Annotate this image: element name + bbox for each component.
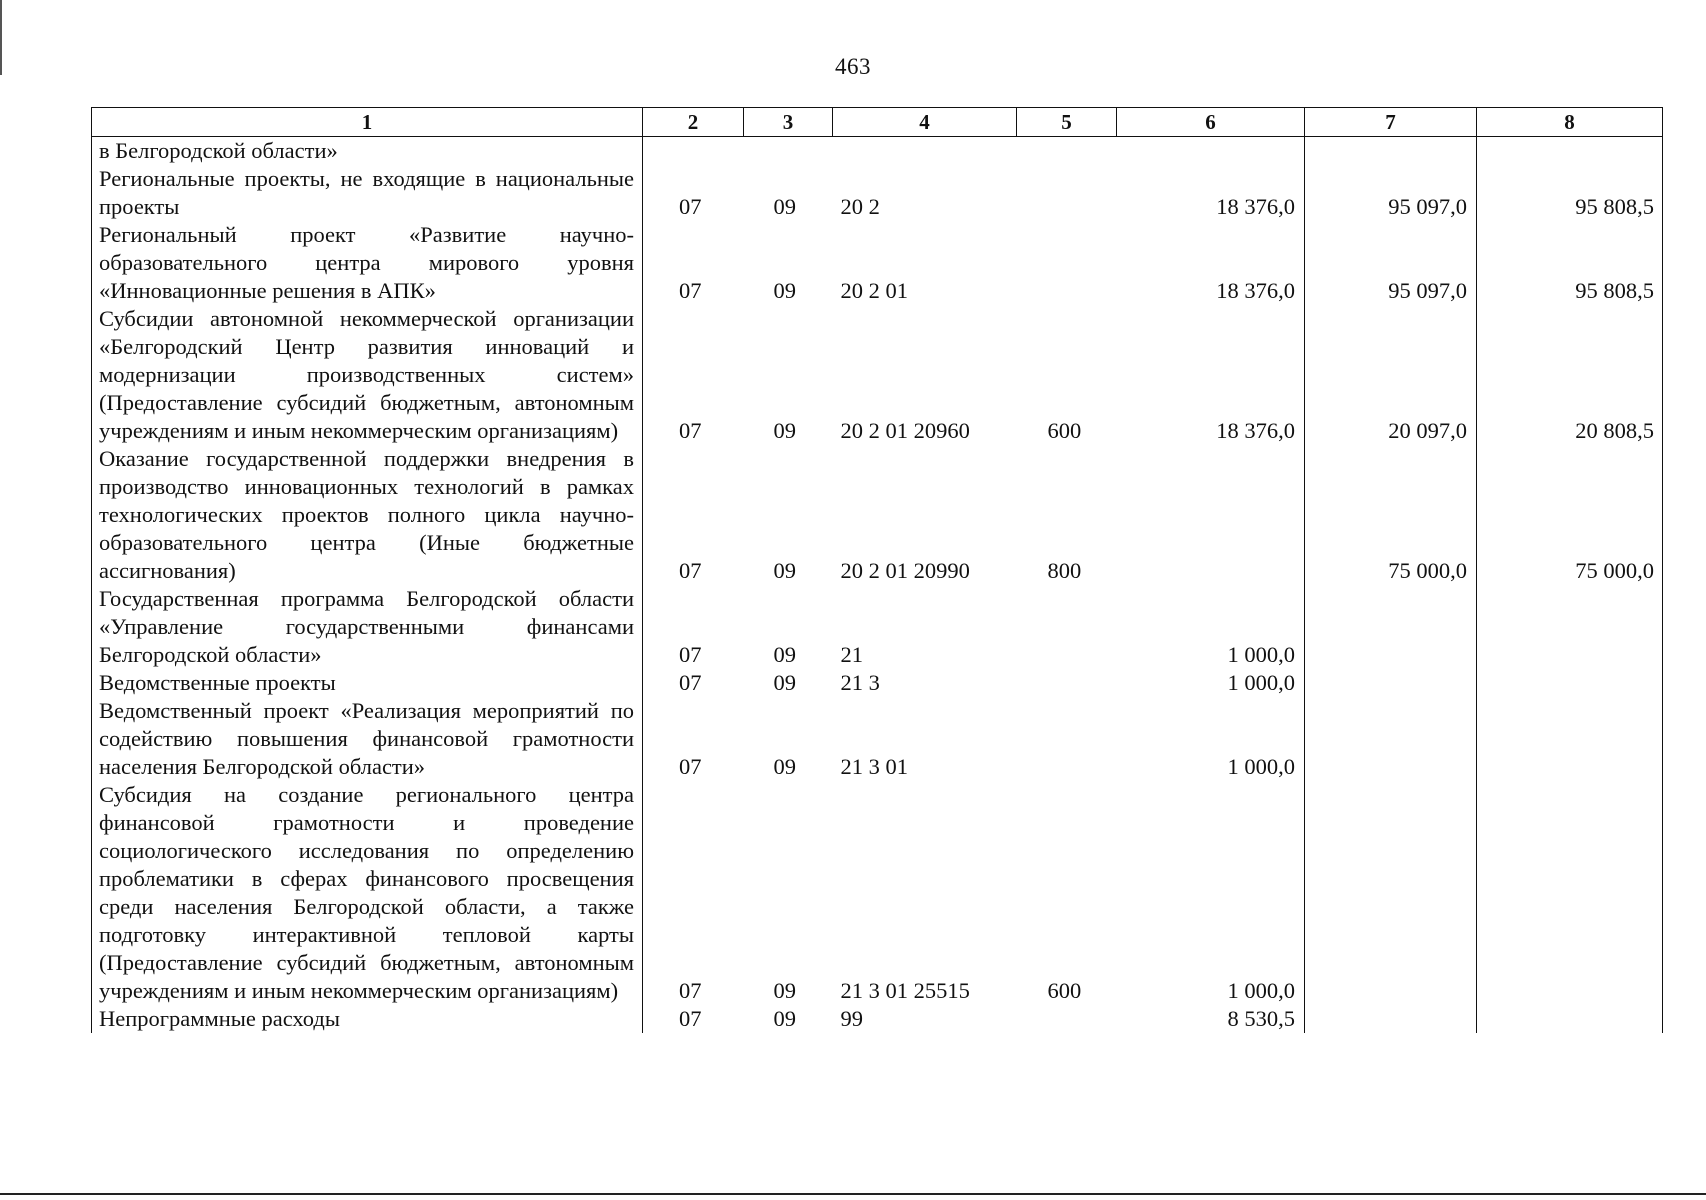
row-c4-cell: 20 2 01: [840, 278, 908, 303]
row-c6-cell: 1 000,0: [1117, 585, 1305, 669]
row-c6-cell: 1 000,0: [1117, 781, 1305, 1005]
row-c7-cell: 95 097,0: [1305, 165, 1477, 221]
row-c2-cell: 07: [679, 670, 702, 695]
row-c7-cell: [1305, 585, 1477, 669]
header-col-5: 5: [1017, 108, 1117, 137]
row-c5-cell: [1017, 697, 1117, 781]
row-c2-cell: 07: [679, 558, 702, 583]
table-row: [92, 445, 1663, 585]
row-name: Субсидии автономной некоммерческой организации «Белгородский Центр развития инноваций и модернизации производственных систем» (Предоставление субсидий бюджетным, автономным учреждениям и иным некоммерческим организациям): [99, 306, 634, 443]
header-col-2: 2: [643, 108, 744, 137]
row-c7-cell: [1305, 781, 1477, 1005]
row-c3-cell: 09: [773, 418, 796, 443]
scan-bottom-edge-line: [0, 1193, 1706, 1195]
row-c3-cell: 09: [773, 1006, 796, 1031]
table-row: [92, 305, 1663, 445]
row-c5-cell: [1017, 165, 1117, 221]
row-c2-cell: 07: [679, 278, 702, 303]
row-name: Региональный проект «Развитие научно-образовательного центра мирового уровня «Инновационные решения в АПК»: [99, 222, 634, 303]
row-c3-cell: 09: [773, 558, 796, 583]
table-row: [92, 137, 1663, 166]
row-c8-cell: [1477, 669, 1663, 697]
row-c2-cell: 07: [679, 754, 702, 779]
row-c7-cell: 95 097,0: [1305, 221, 1477, 305]
row-c3-cell: 09: [773, 670, 796, 695]
row-name-cell: [92, 445, 643, 585]
row-c3-cell: 09: [773, 754, 796, 779]
header-col-4: 4: [833, 108, 1017, 137]
table-row: [92, 781, 1663, 1005]
row-c3-cell: 09: [773, 978, 796, 1003]
row-c5-cell: [1017, 1005, 1117, 1033]
row-name: Региональные проекты, не входящие в национальные проекты: [99, 166, 634, 219]
row-c8-cell: 20 808,5: [1477, 305, 1663, 445]
row-name: Государственная программа Белгородской области «Управление государственными финансами Белгородской области»: [99, 586, 634, 667]
header-col-1: 1: [92, 108, 643, 137]
row-name: Ведомственные проекты: [99, 670, 336, 695]
row-c7-cell: 20 097,0: [1305, 305, 1477, 445]
table-row: [92, 669, 1663, 697]
row-c3-cell: [744, 137, 833, 166]
row-c3-cell: 09: [773, 194, 796, 219]
row-c8-cell: [1477, 781, 1663, 1005]
row-c8-cell: [1477, 1005, 1663, 1033]
row-c2-cell: [643, 137, 744, 166]
row-c6-cell: 18 376,0: [1117, 221, 1305, 305]
row-c4-cell: 20 2: [840, 194, 880, 219]
row-c7-cell: 75 000,0: [1305, 445, 1477, 585]
header-col-8: 8: [1477, 108, 1663, 137]
row-c4-cell: 21: [840, 642, 863, 667]
table-row: [92, 585, 1663, 669]
row-c7-cell: [1305, 669, 1477, 697]
row-c6-cell: 18 376,0: [1117, 305, 1305, 445]
row-c4-cell: 20 2 01 20990: [840, 558, 970, 583]
row-c2-cell: 07: [679, 418, 702, 443]
row-c3-cell: 09: [773, 642, 796, 667]
row-name: Субсидия на создание регионального центра финансовой грамотности и проведение социологического исследования по определению проблематики в сферах финансового просвещения среди населения Белгородской области, а также подготовку интерактивной тепловой карты (Предоставление субсидий бюджетным, автономным учреждениям и иным некоммерческим организациям): [99, 782, 634, 1003]
row-c4-cell: 21 3 01 25515: [840, 978, 970, 1003]
row-c2-cell: 07: [679, 978, 702, 1003]
row-name-cell: [92, 669, 643, 697]
row-c6-cell: 1 000,0: [1117, 669, 1305, 697]
row-c6-cell: 1 000,0: [1117, 697, 1305, 781]
row-c8-cell: 95 808,5: [1477, 165, 1663, 221]
row-c2-cell: 07: [679, 194, 702, 219]
header-col-3: 3: [744, 108, 833, 137]
row-c8-cell: 75 000,0: [1477, 445, 1663, 585]
row-c4-cell: [833, 137, 1017, 166]
row-name-cell: [92, 585, 643, 669]
row-name: Непрограммные расходы: [99, 1006, 340, 1031]
row-c6-cell: 8 530,5: [1117, 1005, 1305, 1033]
row-c8-cell: [1477, 585, 1663, 669]
row-c5-cell: [1017, 669, 1117, 697]
row-name-cell: [92, 781, 643, 1005]
row-c5-cell: 600: [1047, 978, 1082, 1003]
row-c3-cell: 09: [773, 278, 796, 303]
table-row: [92, 697, 1663, 781]
row-c5-cell: [1017, 221, 1117, 305]
table-row: [92, 1005, 1663, 1033]
row-c4-cell: 21 3 01: [840, 754, 908, 779]
row-c8-cell: [1477, 697, 1663, 781]
row-c6-cell: [1117, 137, 1305, 166]
row-name-cell: [92, 1005, 643, 1033]
row-c4-cell: 99: [840, 1006, 863, 1031]
row-c4-cell: 20 2 01 20960: [840, 418, 970, 443]
row-name: Оказание государственной поддержки внедрения в производство инновационных технологий в рамках технологических проектов полного цикла научно-образовательного центра (Иные бюджетные ассигнования): [99, 446, 634, 583]
header-row: [92, 108, 1663, 137]
row-c5-cell: [1017, 137, 1117, 166]
table-row: [92, 165, 1663, 221]
row-c5-cell: 800: [1047, 558, 1082, 583]
row-name-cell: [92, 697, 643, 781]
header-col-6: 6: [1117, 108, 1305, 137]
row-c7-cell: [1305, 137, 1477, 166]
row-c5-cell: [1017, 585, 1117, 669]
row-name-cell: [92, 165, 643, 221]
row-name-cell: [92, 221, 643, 305]
table-body: [92, 137, 1663, 1034]
row-name-cell: [92, 305, 643, 445]
row-c7-cell: [1305, 1005, 1477, 1033]
row-c8-cell: [1477, 137, 1663, 166]
budget-table: [91, 107, 1663, 1033]
table-row: [92, 221, 1663, 305]
header-col-7: 7: [1305, 108, 1477, 137]
row-c6-cell: [1117, 445, 1305, 585]
row-name: Ведомственный проект «Реализация мероприятий по содействию повышения финансовой грамотности населения Белгородской области»: [99, 698, 634, 779]
row-c4-cell: 21 3: [840, 670, 880, 695]
row-name-cell: [92, 137, 643, 166]
row-c7-cell: [1305, 697, 1477, 781]
row-c2-cell: 07: [679, 642, 702, 667]
page-number: 463: [835, 54, 871, 79]
row-name: в Белгородской области»: [99, 138, 338, 163]
row-c2-cell: 07: [679, 1006, 702, 1031]
row-c5-cell: 600: [1047, 418, 1082, 443]
row-c8-cell: 95 808,5: [1477, 221, 1663, 305]
row-c6-cell: 18 376,0: [1117, 165, 1305, 221]
